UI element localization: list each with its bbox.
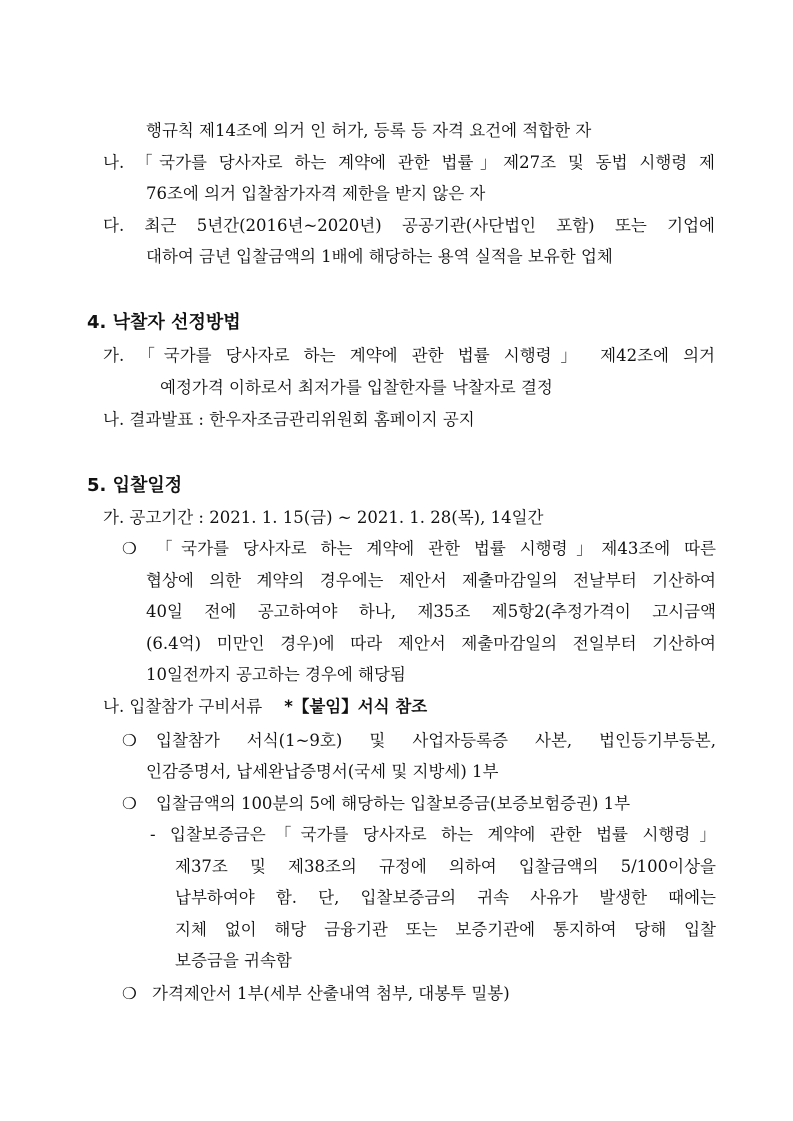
deposit-note-line1: 입찰보증금은「국가를 당사자로 하는 계약에 관한 법률 시행령」 <box>170 825 716 844</box>
deposit-note-line4: 지체 없이 해당 금융기관 또는 보증기관에 통지하여 당해 입찰 <box>175 920 716 939</box>
selection-item-na: 나. 결과발표 : 한우자조금관리위원회 홈페이지 공지 <box>103 410 475 429</box>
deposit-note-line2: 제37조 및 제38조의 규정에 의하여 입찰금액의 5/100이상을 <box>175 857 716 876</box>
schedule-note-line3: 40일 전에 공고하여야 하나, 제35조 제5항2(추정가격이 고시금액 <box>146 602 716 621</box>
deposit-note-line3: 납부하여야 함. 단, 입찰보증금의 귀속 사유가 발생한 때에는 <box>175 888 716 907</box>
documents-bullet1-line2: 인감증명서, 납세완납증명서(국세 및 지방세) 1부 <box>146 762 499 781</box>
documents-item-na <box>103 696 427 718</box>
qualification-item-da-line2: 대하여 금년 입찰금액의 1배에 해당하는 용역 실적을 보유한 업체 <box>146 247 613 266</box>
attachment-reference: *【붙임】서식 참조 <box>284 697 428 716</box>
section-5-heading: 5. 입찰일정 <box>87 475 183 496</box>
schedule-note-line5: 10일전까지 공고하는 경우에 해당됨 <box>146 665 406 684</box>
deposit-note-line5: 보증금을 귀속함 <box>175 951 292 970</box>
selection-item-ga-line2: 예정가격 이하로서 최저가를 입찰한자를 낙찰자로 결정 <box>160 378 553 397</box>
documents-bullet3: 가격제안서 1부(세부 산출내역 첨부, 대봉투 밀봉) <box>152 984 510 1003</box>
qualification-item-na-line2: 76조에 의거 입찰참가자격 제한을 받지 않은 자 <box>146 184 486 203</box>
bullet-circle-icon: ❍ <box>122 539 137 558</box>
schedule-note-line4: (6.4억) 미만인 경우)에 따라 제안서 제출마감일의 전일부터 기산하여 <box>146 634 716 653</box>
qualification-item-na-line1: 나. 「국가를 당사자로 하는 계약에 관한 법률」제27조 및 동법 시행령 제 <box>103 153 715 172</box>
qualification-line: 행규칙 제14조에 의거 인 허가, 등록 등 자격 요건에 적합한 자 <box>146 121 592 140</box>
schedule-note-line1: 「국가를 당사자로 하는 계약에 관한 법률 시행령」제43조에 따른 <box>156 539 716 558</box>
schedule-item-ga: 가. 공고기간 : 2021. 1. 15(금) ~ 2021. 1. 28(목), 14일간 <box>103 508 544 527</box>
documents-label: 나. 입찰참가 구비서류 <box>103 697 263 716</box>
bullet-circle-icon: ❍ <box>122 984 137 1003</box>
schedule-note-line2: 협상에 의한 계약의 경우에는 제안서 제출마감일의 전날부터 기산하여 <box>146 571 716 590</box>
bullet-circle-icon: ❍ <box>122 731 137 750</box>
bullet-circle-icon: ❍ <box>122 794 137 813</box>
dash-marker: - <box>150 825 156 844</box>
qualification-item-da-line1: 다. 최근 5년간(2016년~2020년) 공공기관(사단법인 포함) 또는 기업에 <box>103 216 715 235</box>
documents-bullet2-line1: 입찰금액의 100분의 5에 해당하는 입찰보증금(보증보험증권) 1부 <box>156 794 631 813</box>
section-4-heading: 4. 낙찰자 선정방법 <box>87 312 241 333</box>
selection-item-ga-line1: 가. 「국가를 당사자로 하는 계약에 관한 법률 시행령」 제42조에 의거 <box>103 346 715 365</box>
documents-bullet1-line1: 입찰참가 서식(1~9호) 및 사업자등록증 사본, 법인등기부등본, <box>156 731 716 750</box>
